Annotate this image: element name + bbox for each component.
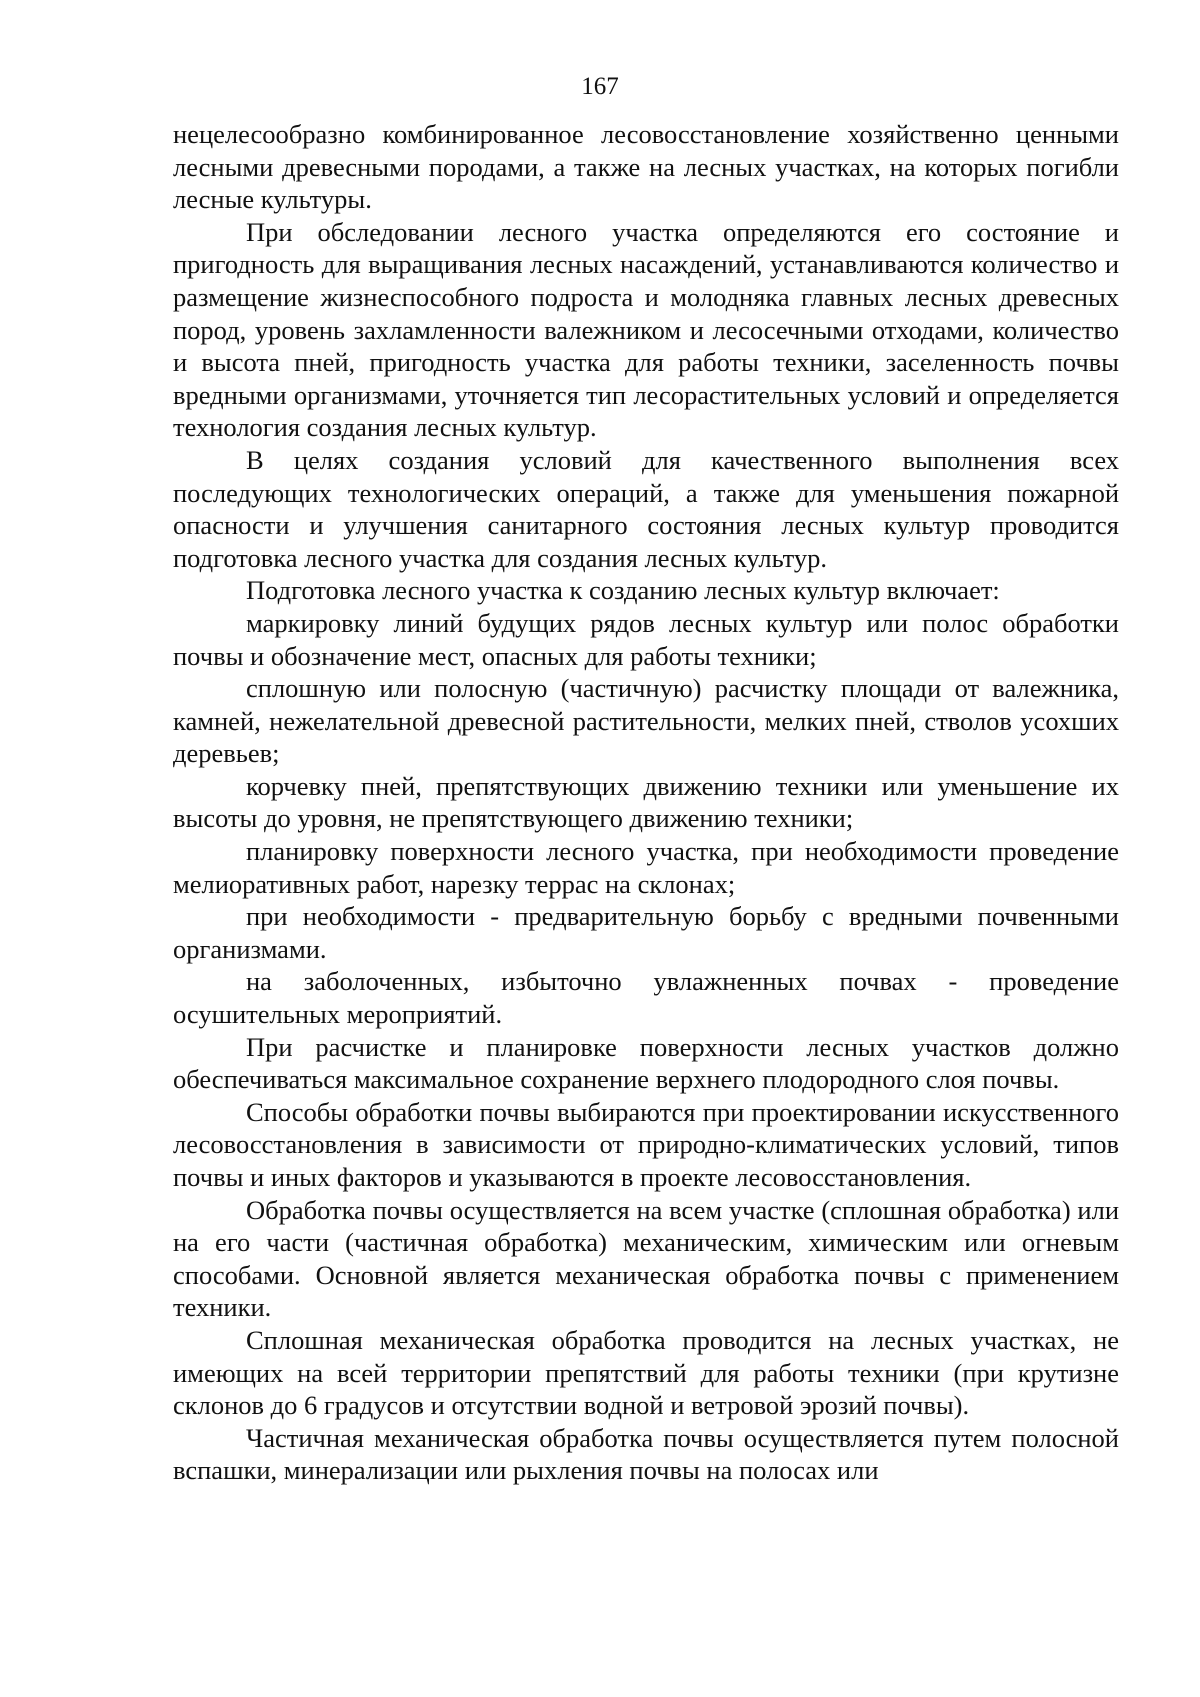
paragraph-preparation-includes: Подготовка лесного участка к созданию лесных культур включает: xyxy=(246,575,1000,606)
list-item-marking: маркировку линий будущих рядов лесных культур или полос обработки почвы и обозначение мест, опасных для работы техники; xyxy=(173,607,1119,671)
paragraph-topsoil-preservation: При расчистке и планировке поверхности лесных участков должно обеспечиваться максимальное сохранение верхнего плодородного слоя почвы. xyxy=(173,1031,1119,1095)
paragraph-tillage-methods: Способы обработки почвы выбираются при проектировании искусственного лесовосстановления в зависимости от природно-климатических условий, типов почвы и иных факторов и указываются в проекте лесовосстановления. xyxy=(173,1096,1119,1192)
list-item-surface-planning: планировку поверхности лесного участка, при необходимости проведение мелиоративных работ, нарезку террас на склонах; xyxy=(173,836,1119,899)
paragraph-full-tillage: Сплошная механическая обработка проводится на лесных участках, не имеющих на всей территории препятствий для работы техники (при крутизне склонов до 6 градусов и отсутствии водной и ветровой эрозий почвы). xyxy=(173,1324,1119,1421)
paragraph-tillage-types: Обработка почвы осуществляется на всем участке (сплошная обработка) или на его части (частичная обработка) механическим, химическим или огневым способами. Основной является механическая обработка почвы с применением техники. xyxy=(173,1194,1119,1323)
list-item-stump-removal: корчевку пней, препятствующих движению техники или уменьшение их высоты до уровня, не препятствующего движению техники; xyxy=(173,770,1119,834)
list-item-pest-control: при необходимости - предварительную борьбу с вредными почвенными организмами. xyxy=(173,901,1119,964)
document-body xyxy=(173,118,1119,1487)
list-item-drainage: на заболоченных, избыточно увлажненных почвах - проведение осушительных мероприятий. xyxy=(173,966,1119,1030)
paragraph-preparation-purpose: В целях создания условий для качественного выполнения всех последующих технологических операций, а также для уменьшения пожарной опасности и улучшения санитарного состояния лесных культур проводится подготовка лесного участка для создания лесных культур. xyxy=(173,444,1119,573)
paragraph-inspection: При обследовании лесного участка определяются его состояние и пригодность для выращивания лесных насаждений, устанавливаются количество и размещение жизнеспособного подроста и молодняка главных лесных древесных пород, уровень захламленности валежником и лесосечными отходами, количество и высота пней, пригодность участка для работы техники, заселенность почвы вредными организмами, уточняется тип лесорастительных условий и определяется технология создания лесных культур. xyxy=(173,216,1119,443)
paragraph-continuation: нецелесообразно комбинированное лесовосстановление хозяйственно ценными лесными древесными породами, а также на лесных участках, на которых погибли лесные культуры. xyxy=(173,119,1119,215)
paragraph-partial-tillage: Частичная механическая обработка почвы осуществляется путем полосной вспашки, минерализации или рыхления почвы на полосах или xyxy=(173,1422,1119,1486)
list-item-clearing: сплошную или полосную (частичную) расчистку площади от валежника, камней, нежелательной древесной растительности, мелких пней, стволов усохших деревьев; xyxy=(173,673,1119,769)
page-number: 167 xyxy=(581,73,619,100)
